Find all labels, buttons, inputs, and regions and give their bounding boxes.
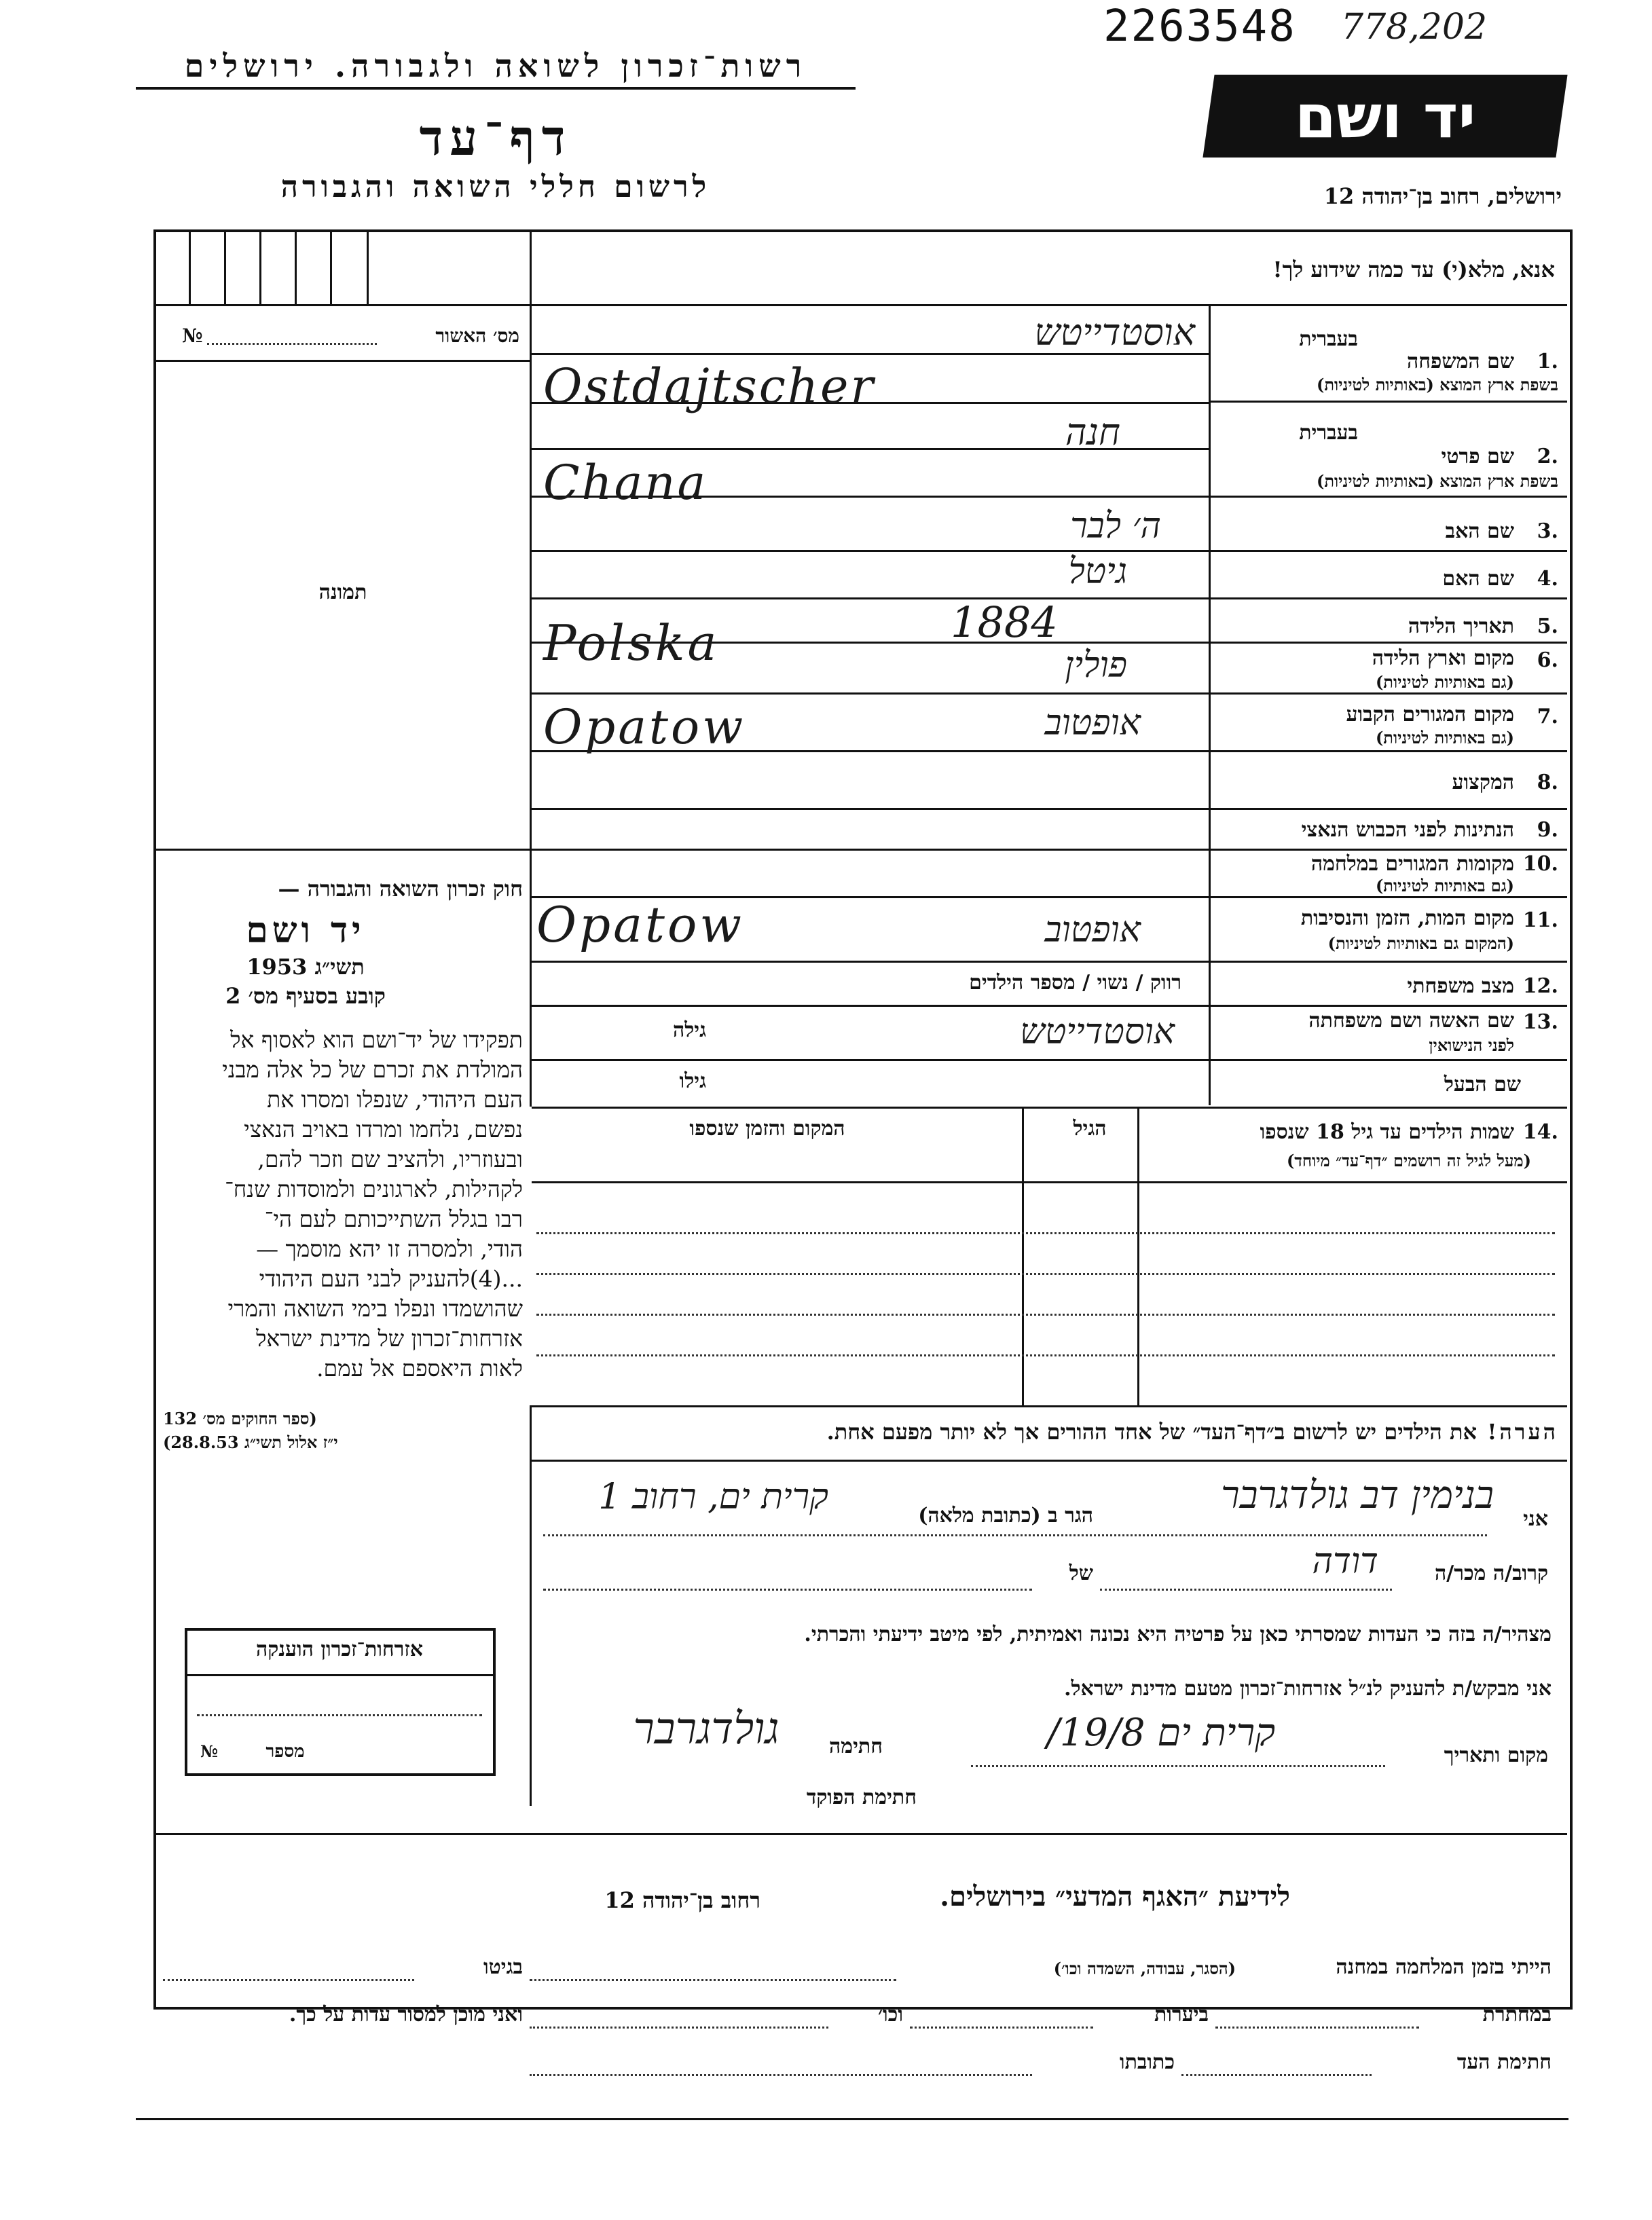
bottom-line2-underground: במחתרת bbox=[1482, 2003, 1552, 2027]
authority-line: רשות־זכרון לשואה ולגבורה. ירושלים bbox=[136, 48, 856, 90]
field-1-sublabel: בשפת ארץ המוצא (באותיות לטיניות) bbox=[1317, 375, 1558, 394]
field-1-label: שם המשפחה bbox=[1406, 350, 1514, 373]
archive-number: 2263548 bbox=[1103, 1, 1296, 52]
place-date-value[interactable]: קרית ים 19/8/ bbox=[1046, 1711, 1276, 1755]
field-10-number: 10. bbox=[1522, 852, 1558, 876]
declarant-relation[interactable]: דודה bbox=[1312, 1541, 1378, 1582]
law-title: חוק זכרון השואה והגבורה — bbox=[278, 876, 523, 902]
field-14-number: 14. bbox=[1522, 1120, 1558, 1144]
archive-number-handwritten: 778,202 bbox=[1341, 7, 1488, 48]
field-6-hebrew-value[interactable]: פולין bbox=[1065, 645, 1127, 686]
field-6-sublabel: (גם באותיות לטיניות) bbox=[1375, 672, 1514, 692]
place-date-label: מקום ותאריך bbox=[1444, 1743, 1548, 1767]
header-address: ירושלים, רחוב בן־יהודה 12 bbox=[1323, 183, 1562, 209]
field-9-number: 9. bbox=[1537, 818, 1558, 842]
field-4-number: 4. bbox=[1537, 567, 1558, 591]
law-name: יד ושם bbox=[246, 910, 365, 951]
declarant-address[interactable]: קרית ים, רחוב 1 bbox=[598, 1477, 828, 1517]
law-reference-2: י״ז אלול תשי״ג 28.8.53) bbox=[163, 1432, 338, 1452]
field-11-number: 11. bbox=[1522, 908, 1558, 932]
field-13-number: 13. bbox=[1522, 1010, 1558, 1034]
husband-age-label: גילו bbox=[679, 1069, 706, 1093]
bottom-title: לידיעת ״האגף המדעי״ בירושלים. bbox=[940, 1881, 1290, 1912]
field-7-sublabel: (גם באותיות לטיניות) bbox=[1375, 728, 1514, 747]
bottom-line2-etc: וכו׳ bbox=[878, 2003, 903, 2027]
law-text: תפקידו של יד־ושם הוא לאסוף אל המולדת את זכרם של כל אלה מבני העם היהודי, שנפלו ומסרו את נפשם, נלחמו ומרדו באויב הנאצי ובעוזריו, ולהציב שם וזכר להם, לקהילות, לארגונים ולמוסדות שנח־ רבו בגלל השתייכותם לעם הי־ הודי, ולמסרה זו יהא מוסמך — ...(4)להעניק לבני העם היהודי שהושמדו ונפלו בימי השואה והמרי אזרחות־זכרון של מדינת ישראל לאות היאספם אל עמם. bbox=[222, 1026, 523, 1382]
bottom-line2-ready: ואני מוכן למסור עדות על כך. bbox=[289, 2003, 523, 2027]
field-11-label: מקום המות, הזמן והנסיבות bbox=[1300, 906, 1514, 930]
citizenship-no-sign: № bbox=[200, 1741, 219, 1761]
field-13-label: שם האשה ושם משפחתה bbox=[1308, 1009, 1514, 1033]
official-signature-label: חתימת הפוקד bbox=[806, 1786, 917, 1809]
field-5-value[interactable]: 1884 bbox=[951, 597, 1058, 647]
declaration-of-label: של bbox=[1069, 1561, 1093, 1585]
field-14-age-column: הגיל bbox=[1073, 1117, 1107, 1141]
field-6-label: מקום וארץ הלידה bbox=[1372, 646, 1514, 670]
field-8-label: המקצוע bbox=[1452, 771, 1514, 794]
field-1-hebrew-value[interactable]: אוסטדייטש bbox=[1034, 311, 1195, 354]
field-13-sublabel: לפני הנישואין bbox=[1429, 1035, 1514, 1055]
field-11-sublabel: (המקום גם באותיות לטיניות) bbox=[1327, 933, 1514, 953]
field-5-label: תאריך הלידה bbox=[1408, 614, 1514, 638]
field-6-number: 6. bbox=[1537, 648, 1558, 672]
field-2-sublabel: בשפת ארץ המוצא (באותיות לטיניות) bbox=[1317, 471, 1558, 491]
declaration-relation-label: קרוב/ה מכר/ה bbox=[1435, 1561, 1548, 1585]
approval-no-sign: № bbox=[182, 325, 203, 347]
field-12-label: מצב משפחתי bbox=[1407, 974, 1514, 998]
field-2-label: שם פרטי bbox=[1441, 445, 1514, 468]
bottom-line2-forests: ביערות bbox=[1154, 2003, 1209, 2027]
bottom-line1-camp: הייתי בזמן המלחמה במחנה bbox=[1336, 1955, 1552, 1979]
declaration-i-am: אני bbox=[1523, 1507, 1548, 1531]
citizenship-number-label: מספר bbox=[265, 1741, 305, 1762]
signature-value[interactable]: גולדגרבר bbox=[633, 1704, 779, 1754]
field-13-age-label: גילה bbox=[672, 1018, 706, 1042]
field-3-number: 3. bbox=[1537, 519, 1558, 543]
law-clause: קובע בסעיף מס׳ 2 bbox=[225, 983, 386, 1009]
field-6-latin-value[interactable]: Polska bbox=[543, 614, 720, 671]
field-1-hebrew-label: בעברית bbox=[1299, 327, 1358, 351]
witness-address-label: כתובתו bbox=[1119, 2050, 1175, 2074]
declaration-statement: מצהיר/ה בזה כי העדות שמסרתי כאן על פרטיה היא נכונה ואמיתית, לפי מיטב ידיעתי והכרתי. bbox=[804, 1623, 1552, 1646]
field-1-number: 1. bbox=[1537, 350, 1558, 373]
field-2-number: 2. bbox=[1537, 445, 1558, 468]
field-2-latin-value[interactable]: Chana bbox=[543, 455, 708, 511]
note-title: הערה! bbox=[1487, 1419, 1558, 1445]
field-13-value[interactable]: אוסטדייטש bbox=[1020, 1012, 1175, 1052]
field-9-label: הנתינות לפני הכבוש הנאצי bbox=[1301, 818, 1514, 842]
declaration-address-label: הגר ב (כתובת מלאה) bbox=[918, 1504, 1093, 1528]
field-3-value[interactable]: ה׳ לבר bbox=[1070, 506, 1161, 547]
field-4-value[interactable]: גיטל bbox=[1068, 551, 1127, 592]
field-12-number: 12. bbox=[1522, 974, 1558, 998]
field-7-latin-value[interactable]: Opatow bbox=[543, 699, 746, 755]
field-12-options[interactable]: רווק / נשוי / מספר הילדים bbox=[969, 971, 1181, 995]
field-14-sublabel: (מעל לגיל זה רושמים ״דף־עד״ מיוחד) bbox=[1286, 1151, 1531, 1170]
field-1-latin-value[interactable]: Ostdajtscher bbox=[543, 358, 875, 414]
field-8-number: 8. bbox=[1537, 771, 1558, 794]
field-5-number: 5. bbox=[1537, 614, 1558, 638]
photo-placeholder: תמונה bbox=[318, 580, 367, 604]
bottom-line1-ghetto: בגיטו bbox=[483, 1955, 523, 1979]
law-reference-1: (ספר החוקים מס׳ 132 bbox=[163, 1409, 317, 1428]
law-year: תשי״ג 1953 bbox=[246, 954, 365, 980]
declaration-request: אני מבקש/ת להעניק לנ״ל אזרחות־זכרון מטעם מדינת ישראל. bbox=[1064, 1677, 1552, 1701]
approval-number-label: מס׳ האשור bbox=[435, 325, 519, 347]
citizenship-title: אזרחות־זכרון הוענקה bbox=[255, 1638, 424, 1661]
declarant-name[interactable]: בנימין דב גולדגרבר bbox=[1221, 1473, 1494, 1517]
field-2-hebrew-label: בעברית bbox=[1299, 421, 1358, 445]
bottom-address: רחוב בן־יהודה 12 bbox=[604, 1887, 760, 1913]
form-subtitle: לרשום חללי השואה והגבורה bbox=[280, 170, 711, 204]
signature-label: חתימה bbox=[829, 1735, 883, 1758]
witness-signature-label: חתימת העד bbox=[1456, 2050, 1552, 2074]
field-10-sublabel: (גם באותיות לטיניות) bbox=[1375, 876, 1514, 895]
husband-label: שם הבעל bbox=[1444, 1073, 1521, 1096]
field-10-label: מקומות המגורים במלחמה bbox=[1310, 852, 1514, 876]
field-4-label: שם האם bbox=[1442, 567, 1514, 591]
field-7-hebrew-value[interactable]: אופטוב bbox=[1044, 703, 1141, 743]
field-14-place-column: המקום והזמן שנספו bbox=[689, 1117, 845, 1141]
field-11-latin-value[interactable]: Opatow bbox=[536, 896, 744, 953]
field-2-hebrew-value[interactable]: חנה bbox=[1065, 411, 1120, 454]
note-text: את הילדים יש לרשום ב״דף־העד״ של אחד ההורים אך לא יותר מפעם אחת. bbox=[826, 1419, 1477, 1445]
form-title: דף־עד bbox=[419, 109, 572, 166]
yad-vashem-logo: יד ושם bbox=[1203, 75, 1567, 158]
field-7-number: 7. bbox=[1537, 705, 1558, 728]
field-3-label: שם האב bbox=[1445, 519, 1514, 543]
field-14-label: שמות הילדים עד גיל 18 שנספו bbox=[1260, 1120, 1514, 1144]
field-7-label: מקום המגורים הקבוע bbox=[1346, 703, 1514, 726]
field-11-hebrew-value[interactable]: אופטוב bbox=[1044, 910, 1141, 950]
intro-instruction: אנא, מלא(י) עד כמה שידוע לך! bbox=[1272, 257, 1555, 282]
bottom-line1-types: (הסגר, עבודה, השמדה וכו׳) bbox=[1053, 1959, 1236, 1978]
